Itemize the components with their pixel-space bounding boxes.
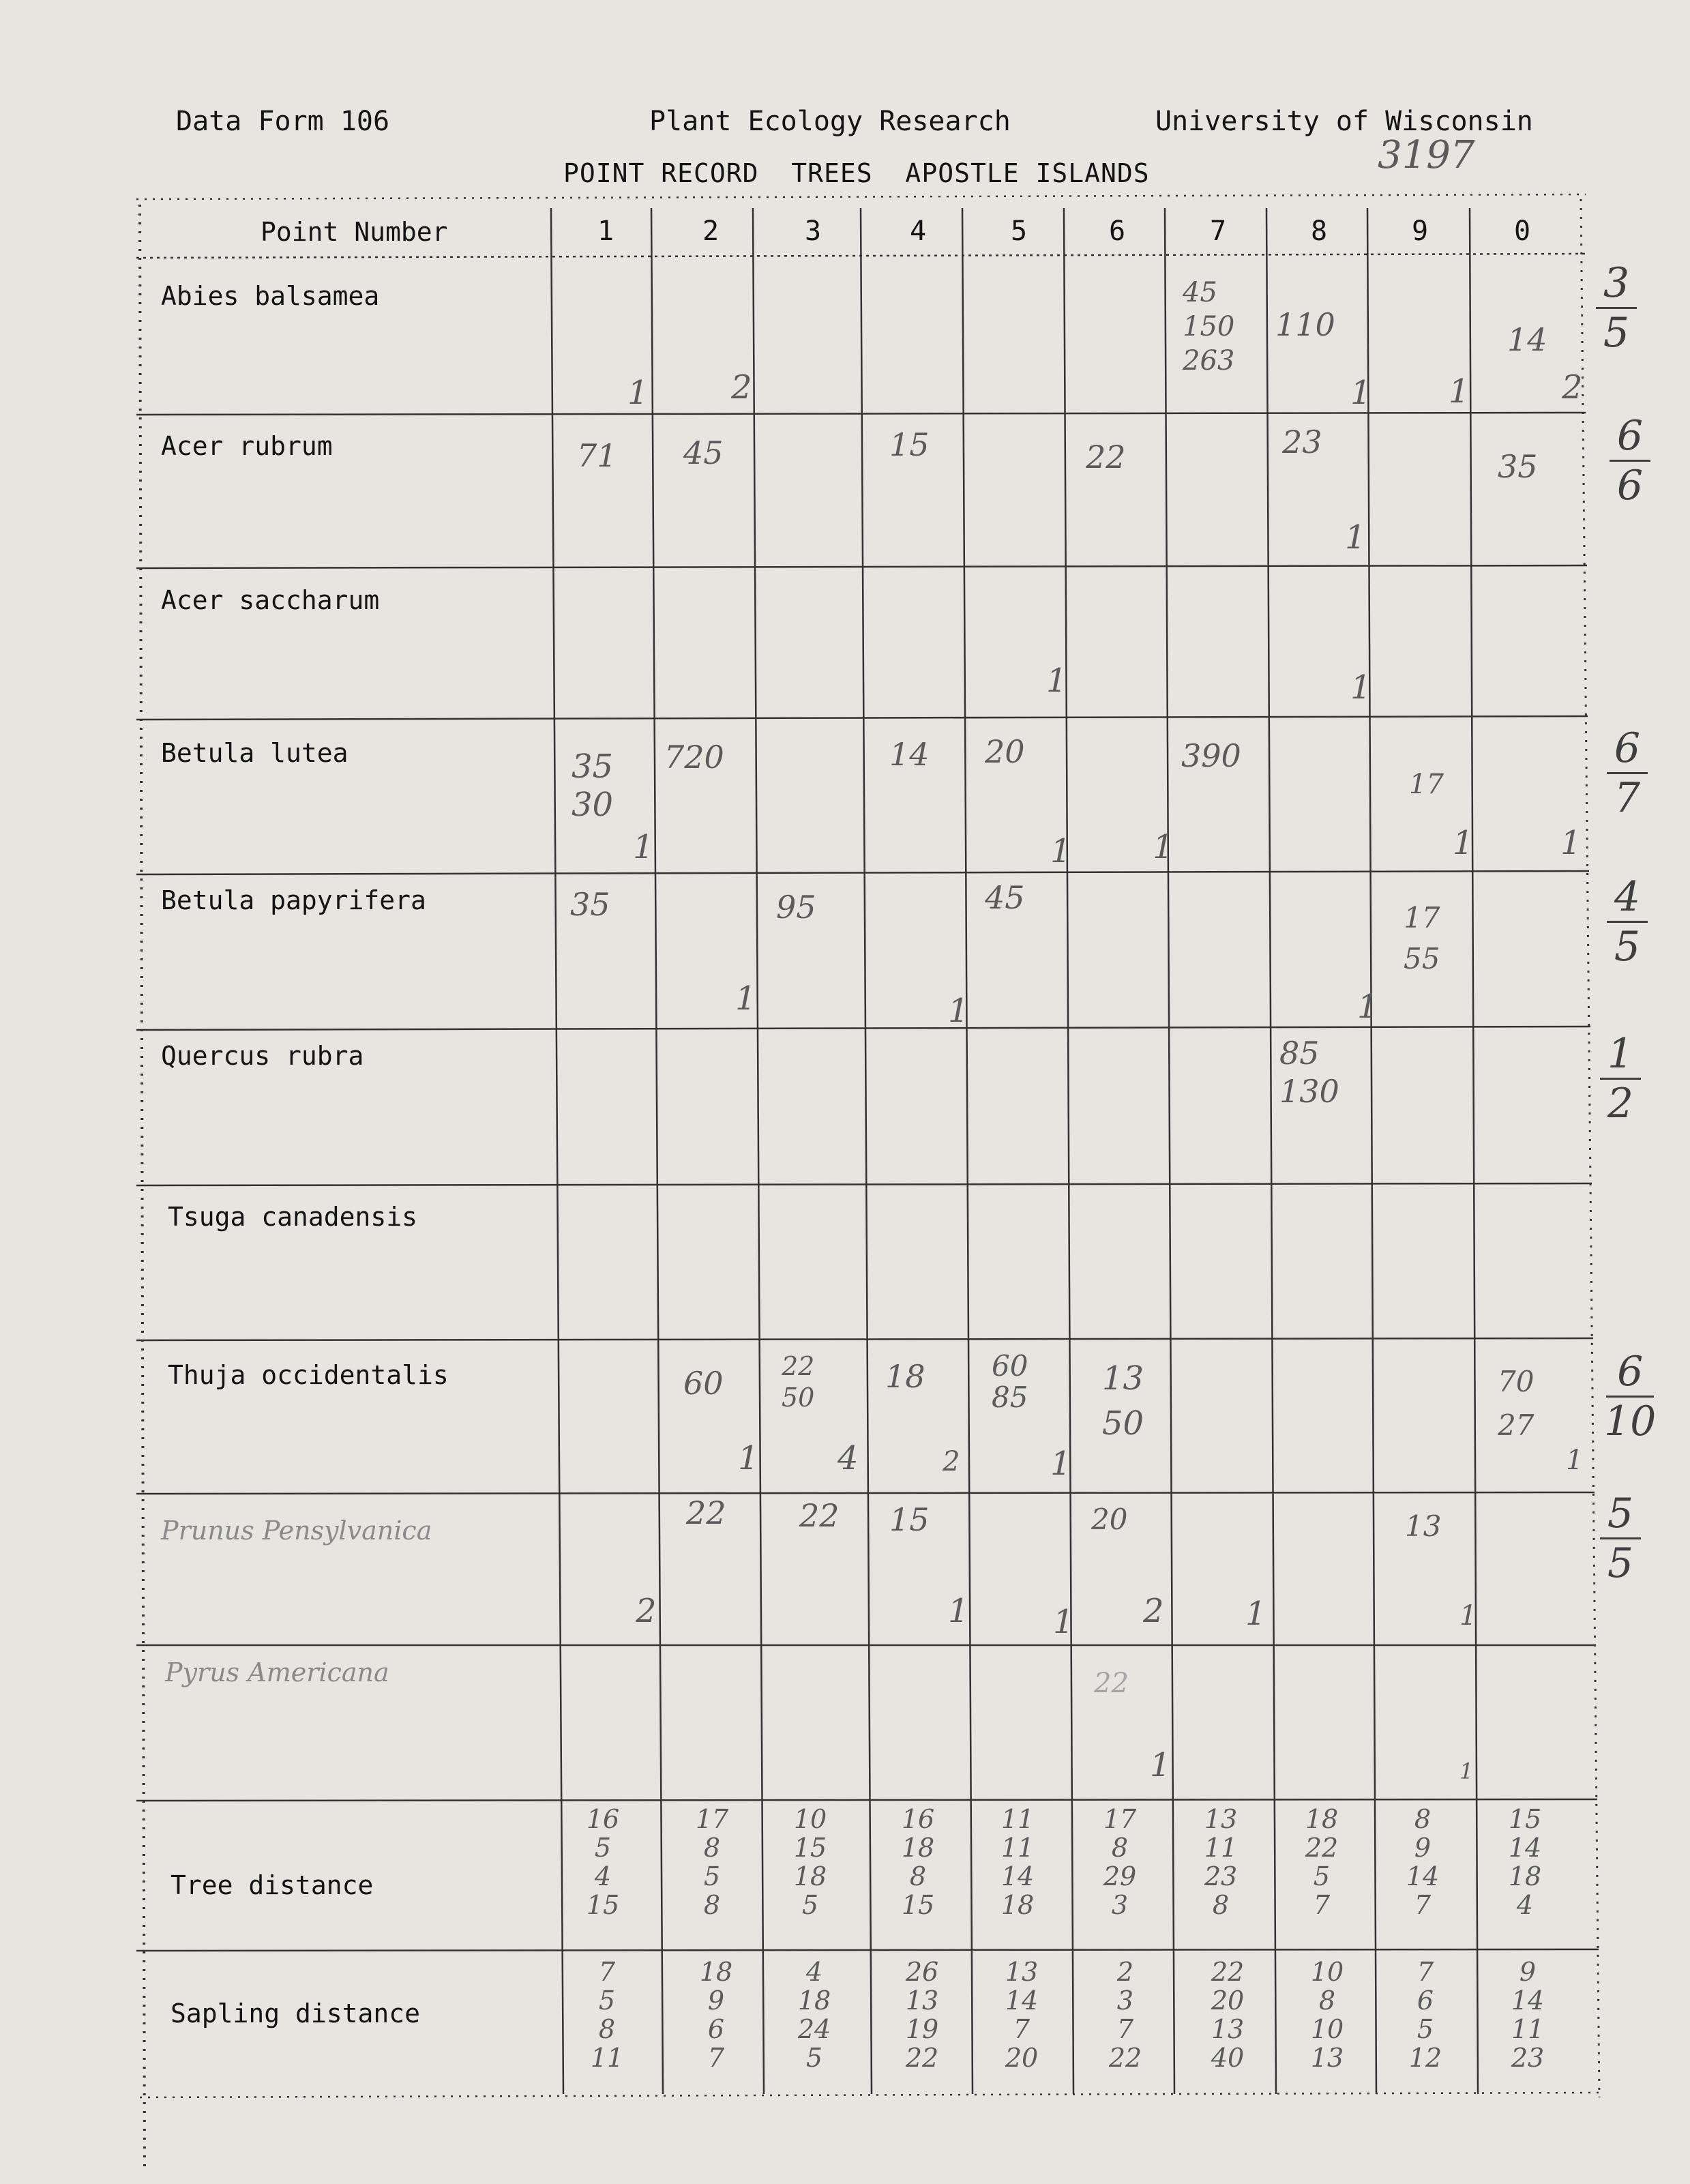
tree-distance-values: 15 14 18 4 (1508, 1804, 1542, 1920)
tally-count: 1 (1449, 372, 1470, 411)
tally-count: 1 (948, 992, 969, 1030)
fraction-denominator: 5 (1614, 923, 1641, 971)
tally-count: 1 (627, 374, 649, 412)
margin-fraction (1600, 1490, 1641, 1587)
column-header-3: 3 (804, 216, 822, 247)
column-header-2: 2 (702, 216, 720, 247)
cell-value: 22 (799, 1497, 840, 1534)
sapling-distance-values: 2 3 7 22 (1108, 1957, 1142, 2073)
tally-count: 2 (943, 1446, 960, 1477)
cell-value: 17 (1409, 769, 1444, 800)
sapling-distance-values: 26 13 19 22 (905, 1957, 939, 2073)
tally-count: 1 (1350, 374, 1372, 412)
column-header-0: 0 (1513, 216, 1531, 247)
sapling-distance-values: 9 14 11 23 (1511, 1957, 1545, 2073)
species-name: Betula papyrifera (161, 885, 426, 915)
fraction-numerator: 3 (1596, 259, 1637, 309)
cell-value: 45 150 263 (1183, 277, 1235, 377)
cell-value: 60 85 (992, 1349, 1028, 1414)
tally-count: 1 (1459, 1600, 1477, 1632)
sapling-distance-values: 4 18 24 5 (797, 1957, 831, 2073)
cell-value: 720 (664, 739, 724, 776)
fraction-denominator: 5 (1603, 309, 1630, 357)
sapling-distance-values: 7 5 8 11 (590, 1957, 624, 2073)
cell-value: 85 130 (1279, 1035, 1339, 1110)
cell-value: 13 50 (1102, 1359, 1144, 1443)
tally-count: 1 (1560, 824, 1582, 862)
tally-count: 1 (1566, 1445, 1584, 1476)
tally-count: 1 (1050, 832, 1071, 870)
cell-value: 60 (683, 1365, 724, 1402)
cell-value: 20 (1091, 1503, 1128, 1536)
column-header-7: 7 (1209, 216, 1227, 247)
fraction-denominator: 5 (1607, 1539, 1634, 1587)
tally-count: 1 (1245, 1595, 1266, 1633)
tree-distance-values: 10 15 18 5 (793, 1804, 827, 1920)
fraction-numerator: 5 (1600, 1490, 1641, 1539)
cell-value: 15 (889, 1501, 930, 1538)
sapling-distance-label: Sapling distance (171, 1998, 421, 2028)
fraction-denominator: 10 (1604, 1398, 1657, 1445)
tally-count: 2 (1562, 368, 1583, 407)
tally-count: 1 (1350, 668, 1372, 707)
cell-value: 22 (1086, 439, 1126, 475)
cell-value: 20 (985, 733, 1025, 770)
cell-value: 14 (889, 736, 930, 773)
tally-count: 2 (731, 368, 752, 407)
species-name: Abies balsamea (161, 281, 380, 311)
cell-value: 70 27 (1498, 1365, 1535, 1442)
cell-value: 45 (683, 434, 724, 471)
cell-value: 17 55 (1404, 901, 1440, 975)
column-header-1: 1 (597, 216, 614, 247)
tally-count: 1 (1345, 518, 1366, 557)
tally-count: 1 (1150, 1746, 1171, 1784)
cell-value: 35 (570, 886, 610, 923)
tally-count: 1 (1459, 1758, 1474, 1784)
margin-fraction (1607, 724, 1648, 822)
fraction-numerator: 6 (1606, 1348, 1654, 1398)
catalog-number: 3197 (1378, 133, 1475, 177)
margin-fraction (1600, 1030, 1641, 1127)
species-name: Tsuga canadensis (168, 1202, 418, 1232)
cell-value: 22 50 (782, 1351, 815, 1413)
page-title: POINT RECORD TREES APOSTLE ISLANDS (563, 158, 1150, 188)
tree-distance-values: 11 11 14 18 (1000, 1804, 1035, 1920)
tree-distance-label: Tree distance (171, 1870, 374, 1900)
tree-distance-values: 17 8 5 8 (695, 1804, 729, 1920)
form-number: Data Form 106 (176, 106, 390, 137)
tally-count: 1 (1050, 1445, 1071, 1483)
tree-distance-values: 16 5 4 15 (586, 1804, 620, 1920)
cell-value: 95 (776, 889, 816, 926)
cell-value: 14 (1507, 321, 1547, 358)
species-name: Acer rubrum (161, 431, 333, 461)
cell-value: 22 (1094, 1668, 1129, 1699)
cell-value: 15 (889, 426, 930, 463)
species-name: Prunus Pensylvanica (161, 1516, 432, 1546)
fraction-denominator: 6 (1616, 462, 1644, 510)
species-name: Acer saccharum (161, 585, 380, 615)
cell-value: 35 30 (572, 748, 614, 824)
cell-value: 23 (1282, 424, 1322, 460)
point-number-header: Point Number (261, 217, 448, 247)
tally-count: 2 (1143, 1592, 1164, 1630)
tree-distance-values: 13 11 23 8 (1204, 1804, 1238, 1920)
tree-distance-values: 18 22 5 7 (1305, 1804, 1339, 1920)
sapling-distance-values: 22 20 13 40 (1211, 1957, 1245, 2073)
cell-value: 13 (1405, 1509, 1442, 1543)
sapling-distance-values: 13 14 7 20 (1005, 1957, 1039, 2073)
fraction-numerator: 6 (1607, 724, 1648, 774)
tally-count: 1 (738, 1439, 759, 1477)
sapling-distance-values: 7 6 5 12 (1408, 1957, 1442, 2073)
cell-value: 390 (1181, 737, 1241, 774)
species-name: Thuja occidentalis (168, 1360, 449, 1390)
tally-count: 1 (1046, 662, 1067, 700)
fraction-denominator: 2 (1607, 1080, 1634, 1127)
sapling-distance-values: 10 8 10 13 (1310, 1957, 1344, 2073)
tally-count: 2 (636, 1592, 657, 1630)
tally-count: 4 (837, 1439, 859, 1477)
tree-distance-values: 16 18 8 15 (901, 1804, 935, 1920)
tree-distance-values: 17 8 29 3 (1103, 1804, 1137, 1920)
fraction-numerator: 4 (1607, 873, 1648, 923)
column-header-5: 5 (1010, 216, 1028, 247)
margin-fraction (1610, 412, 1650, 510)
cell-value: 71 (577, 437, 617, 474)
column-header-6: 6 (1108, 216, 1126, 247)
tree-distance-values: 8 9 14 7 (1406, 1804, 1440, 1920)
column-header-4: 4 (909, 216, 927, 247)
lab-name: Plant Ecology Research (649, 106, 1011, 137)
margin-fraction (1607, 873, 1648, 971)
cell-value: 18 (885, 1358, 925, 1395)
species-name: Betula lutea (161, 738, 349, 768)
sapling-distance-values: 18 9 6 7 (699, 1957, 733, 2073)
university-name: University of Wisconsin (1155, 106, 1533, 137)
fraction-numerator: 6 (1610, 412, 1650, 462)
tally-count: 1 (948, 1592, 969, 1630)
column-header-8: 8 (1310, 216, 1328, 247)
tally-count: 1 (1453, 824, 1474, 862)
cell-value: 22 (686, 1494, 726, 1531)
column-header-9: 9 (1411, 216, 1429, 247)
tally-count: 1 (1053, 1603, 1074, 1641)
cell-value: 35 (1498, 448, 1538, 485)
cell-value: 45 (985, 879, 1025, 916)
species-name: Pyrus Americana (165, 1657, 389, 1687)
margin-fraction (1604, 1348, 1656, 1445)
fraction-denominator: 7 (1614, 774, 1641, 822)
tally-count: 1 (1153, 828, 1174, 866)
cell-value: 110 (1275, 306, 1335, 343)
tally-count: 1 (1357, 988, 1378, 1026)
fraction-numerator: 1 (1600, 1030, 1641, 1080)
species-name: Quercus rubra (161, 1041, 364, 1071)
tally-count: 1 (633, 828, 654, 866)
tally-count: 1 (735, 979, 756, 1018)
margin-fraction (1596, 259, 1637, 357)
